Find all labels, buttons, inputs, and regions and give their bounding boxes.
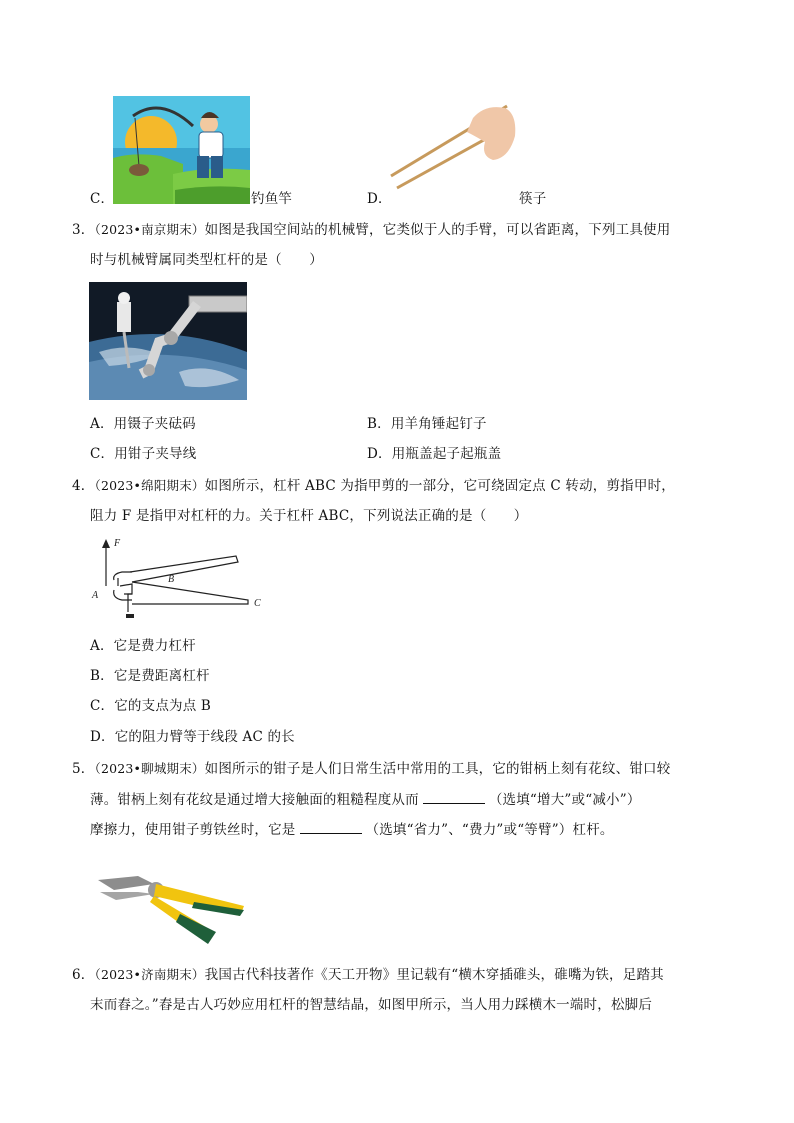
q4-stem-line1	[72, 477, 675, 495]
q3-option-b: B．用羊角锤起钉子	[367, 416, 487, 432]
label-F: F	[114, 538, 121, 549]
q3-text-1: 如图是我国空间站的机械臂，它类似于人的手臂，可以省距离，下列工具使用	[204, 222, 671, 238]
label-C: C	[254, 598, 261, 609]
q2-option-d: D．	[367, 191, 392, 207]
q3-source: （2023•南京期末）	[94, 222, 205, 237]
q5-text-2b: （选填“增大”或“减小”）	[488, 792, 641, 808]
q5-text-3a: 摩擦力，使用钳子剪铁丝时，它是	[90, 822, 296, 838]
q4-option-c: C．它的支点为点 B	[90, 698, 212, 714]
q2-option-c	[90, 190, 114, 208]
q3-stem-line1	[72, 221, 670, 239]
q5-stem-line1	[72, 760, 670, 778]
q5-stem-line3	[90, 821, 614, 839]
q6-source: （2023•济南期末）	[94, 967, 205, 982]
chopsticks-image	[389, 96, 517, 204]
q5-text-2a: 薄。钳柄上刻有花纹是通过增大接触面的粗糙程度从而	[90, 792, 419, 808]
q2-option-c-letter: C．	[90, 191, 115, 207]
q3-option-d: D．用瓶盖起子起瓶盖	[367, 446, 502, 462]
q3-option-c: C．用钳子夹导线	[90, 446, 197, 462]
q5-source: （2023•聊城期末）	[94, 761, 205, 776]
q5-answer-blank-1[interactable]	[423, 791, 485, 804]
fishing-rod-image	[113, 96, 250, 204]
nail-clipper-diagram	[88, 534, 268, 624]
pliers-image	[94, 862, 248, 948]
q4-text-1: 如图所示，杠杆 ABC 为指甲剪的一部分，它可绕固定点 C 转动，剪指甲时，	[204, 478, 675, 494]
q4-option-a: A．它是费力杠杆	[90, 638, 196, 654]
q5-stem-line2	[90, 791, 641, 809]
q3-option-a: A．用镊子夹砝码	[90, 416, 196, 432]
q4-stem-line2: 阻力 F 是指甲对杠杆的力。关于杠杆 ABC，下列说法正确的是（ ）	[90, 508, 528, 524]
q5-number: 5．	[72, 761, 95, 777]
q3-stem-line2: 时与机械臂属同类型杠杆的是（ ）	[90, 252, 323, 268]
q4-number: 4．	[72, 478, 95, 494]
q5-text-3b: （选填“省力”、“费力”或“等臂”）杠杆。	[365, 822, 614, 838]
q6-text-1: 我国古代科技著作《天工开物》里记载有“横木穿插碓头，碓嘴为铁，足踏其	[204, 967, 664, 983]
q3-number: 3．	[72, 222, 95, 238]
robotic-arm-image	[89, 282, 247, 400]
q2-option-c-caption: 钓鱼竿	[251, 191, 293, 207]
q5-text-1: 如图所示的钳子是人们日常生活中常用的工具，它的钳柄上刻有花纹、钳口较	[204, 761, 671, 777]
q4-source: （2023•绵阳期末）	[94, 478, 205, 493]
label-A: A	[92, 590, 99, 601]
q4-option-d: D．它的阻力臂等于线段 AC 的长	[90, 729, 295, 745]
q6-number: 6．	[72, 967, 95, 983]
q6-stem-line2: 末而舂之。”舂是古人巧妙应用杠杆的智慧结晶，如图甲所示，当人用力踩横木一端时，松脚后	[90, 997, 653, 1013]
q6-stem-line1	[72, 966, 664, 984]
q4-option-b: B．它是费距离杠杆	[90, 668, 210, 684]
q5-answer-blank-2[interactable]	[300, 821, 362, 834]
label-B: B	[168, 574, 175, 585]
q2-option-d-caption: 筷子	[519, 191, 547, 207]
